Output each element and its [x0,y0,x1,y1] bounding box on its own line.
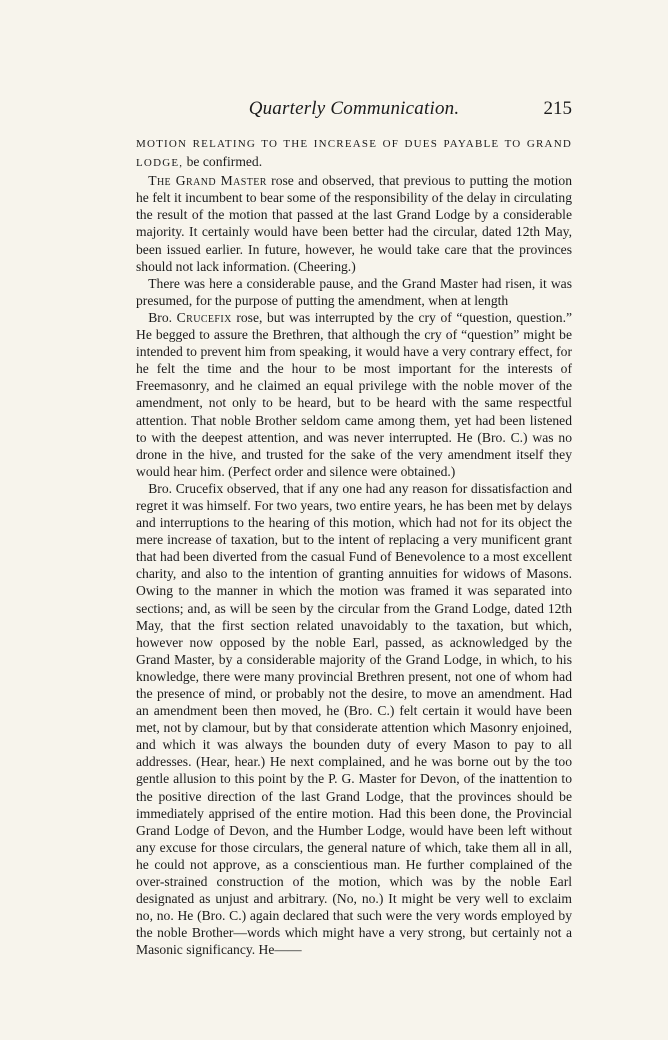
paragraph-4-rest: rose, but was interrupted by the cry of “question, question.” He begged to assure the Brethren, that although the cry of “question” might be intended to prevent him from speaking, it would have a very contrary effect, for he felt the time and the hour to be most important for the interests of Freemasonry, and he claimed an equal privilege with the noble mover of the amendment, not only to be heard, but to be heard with the same respectful attention. That noble Brother seldom came among them, yet had been listened to with the deepest attention, and was never interrupted. He (Bro. C.) was no drone in the hive, and trusted for the sake of the very amendment itself they would hear him. (Perfect order and silence were obtained.) [136,309,573,479]
paragraph-2-rest: rose and observed, that previous to putting the motion he felt it incumbent to bear some of the responsibility of the delay in circulating the result of the motion that passed at the last Grand Lodge by a considerable majority. It certainly would have been better had the circular, dated 12th May, been issued earlier. In future, however, he would take care that the provinces should not lack information. (Cheering.) [136,173,572,274]
page-number: 215 [543,98,572,119]
paragraph-1 [136,134,572,172]
paragraph-4-caps: Crucefix [176,309,232,325]
paragraph-2-caps: The Grand Master [148,173,267,189]
paragraph-1-caps: MOTION RELATING TO THE INCREASE OF DUES PAYABLE TO GRAND LODGE, [136,138,572,170]
page-header [136,98,572,124]
paragraph-5: Bro. Crucefix observed, that if any one had any reason for dissatisfaction and regret it was himself. For two years, two entire years, he has been met by delays and interruptions to the hearing of this motion, which had not for its object the mere increase of taxation, but to the intent of replacing a very munificent grant that had been diverted from the casual Fund of Benevolence to a most excellent charity, and also to the intention of granting annuities for widows of Masons. Owing to the manner in which the motion was framed it was separated into sections; and, as will be seen by the circular from the Grand Lodge, dated 12th May, that the first section related unavoidably to the taxation, but which, however now opposed by the noble Earl, passed, as acknowledged by the Grand Master, by a considerable majority of the Grand Lodge, in which, to his knowledge, there were many provincial Brethren present, not one of whom had the presence of mind, or probably not the desire, to move an amendment. Had an amendment been then moved, he (Bro. C.) felt certain it would have been met, not by clamour, but by that considerate attention which Masonry enjoined, and which it was always the bounden duty of every Mason to pay to all addresses. (Hear, hear.) He next complained, and he was borne out by the too gentle allusion to this point by the P. G. Master for Devon, of the inattention to the positive direction of the last Grand Lodge, that the provinces should be immediately apprised of the entire motion. Had this been done, the Provincial Grand Lodge of Devon, and the Humber Lodge, would have been left without any excuse for those circulars, the general nature of which, take them all in all, he could not approve, as a conscientious man. He further complained of the over-strained construction of the motion, which was by the noble Earl designated as unjust and arbitrary. (No, no.) It might be very well to exclaim no, no. He (Bro. C.) again declared that such were the very words employed by the noble Brother—words which might have a very strong, but certainly not a Masonic significancy. He—— [136,480,572,958]
body-text [136,134,572,959]
paragraph-4-prefix: Bro. [148,309,177,325]
paragraph-4 [136,309,572,480]
paragraph-2 [136,172,572,275]
paragraph-3: There was here a considerable pause, and the Grand Master had risen, it was presumed, for the purpose of putting the amendment, when at length [136,275,572,308]
paragraph-1-rest: be confirmed. [183,154,263,170]
running-title: Quarterly Communication. [248,98,460,119]
